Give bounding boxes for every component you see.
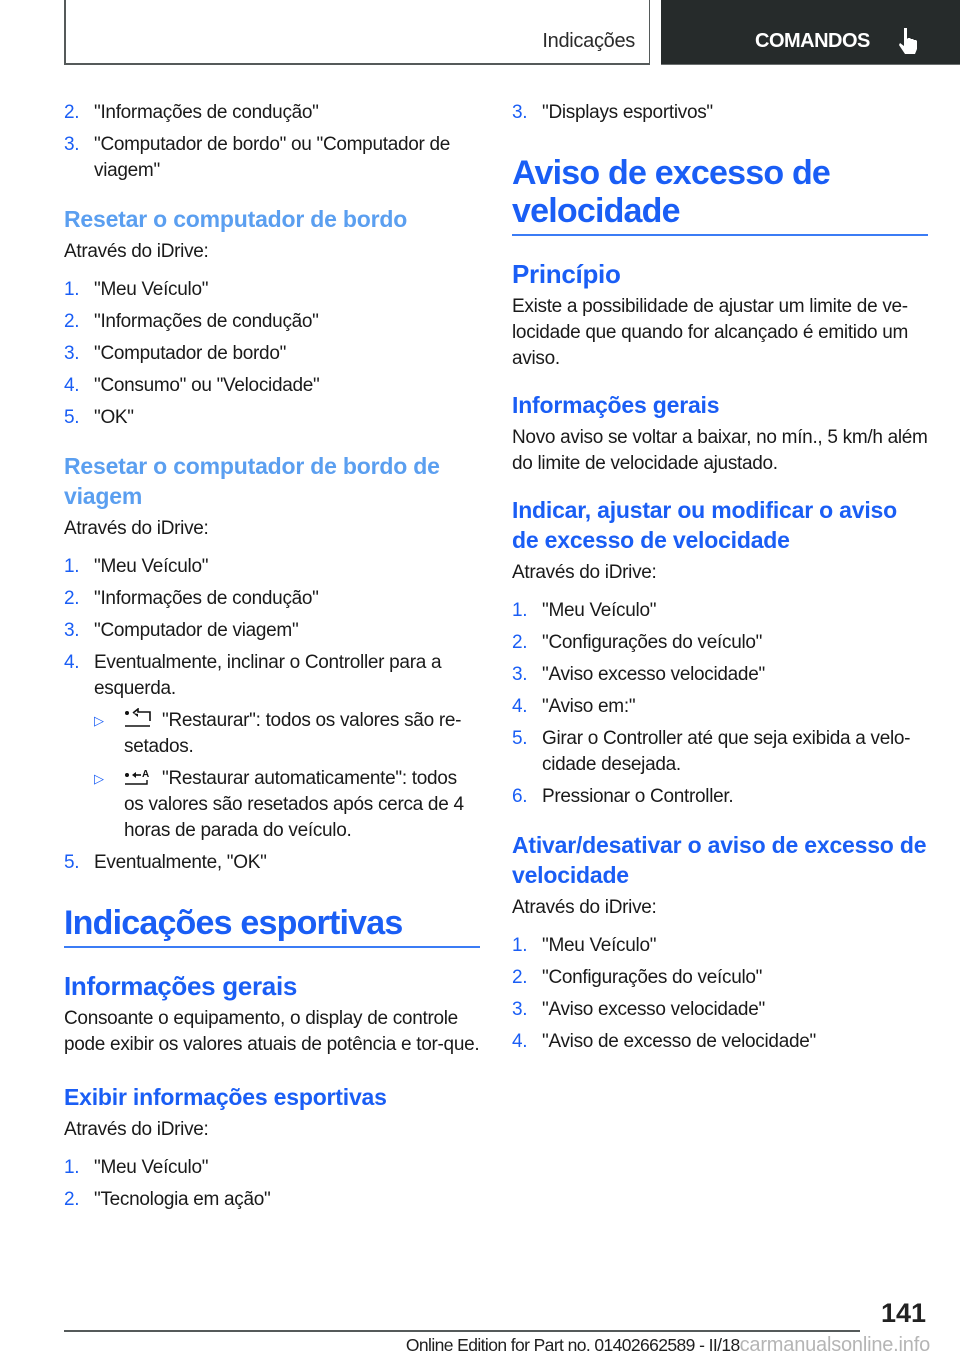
list-item: 2. "Configurações do veículo": [512, 632, 763, 653]
section-title-speed-warning: Aviso de excesso de velocidade: [512, 154, 928, 236]
paragraph: Consoante o equipamento, o display de controle pode exibir os valores atuais de potência e tor-que.: [64, 1008, 480, 1055]
chapter-tab: [661, 0, 960, 65]
list-item: 3. "Computador de viagem": [64, 620, 299, 641]
list-item: ▷ "Restaurar": todos os valores são re-setados.: [94, 710, 462, 757]
left-column: [64, 100, 480, 1219]
right-column: [512, 100, 928, 1061]
heading-general-info: Informações gerais: [512, 392, 720, 418]
intro-text: Através do iDrive:: [512, 562, 657, 583]
list-item: 4. Eventualmente, inclinar o Controller para a esquerda. ▷ "Restaurar": todos os valores são re-setados. ▷ A "Restaurar automaticamente": todos os valores são resetados após cerca de 4 horas de parada do veículo.: [64, 650, 480, 844]
list-item: 3. "Aviso excesso velocidade": [512, 999, 765, 1020]
chapter-title: COMANDOS: [755, 30, 870, 52]
show-sport-steps: [64, 1155, 480, 1213]
auto-reset-icon: [124, 766, 154, 786]
list-item: ▷ A "Restaurar automaticamente": todos os valores são resetados após cerca de 4 horas de parada do veículo.: [94, 768, 464, 841]
footer: [0, 1334, 960, 1357]
set-warning-steps: [512, 598, 928, 810]
watermark: carmanualsonline.info: [739, 1334, 930, 1356]
paragraph: Novo aviso se voltar a baixar, no mín., 5 km/h além do limite de velocidade ajustado.: [512, 427, 928, 474]
toggle-warning-steps: [512, 933, 928, 1055]
heading-toggle-warning: Ativar/desativar o aviso de excesso de velocidade: [512, 832, 927, 888]
list-item: 1. "Meu Veículo": [512, 935, 657, 956]
page-number: 141: [880, 1298, 926, 1328]
intro-text: Através do iDrive:: [512, 897, 657, 918]
section-title: Indicações: [542, 30, 635, 52]
bullet-triangle-icon: ▷: [94, 771, 104, 786]
heading-principle: Princípio: [512, 259, 621, 289]
section-tab: [64, 0, 650, 65]
list-item: 4. "Aviso de excesso de velocidade": [512, 1031, 816, 1052]
list-item: 1. "Meu Veículo": [64, 1157, 209, 1178]
list-item: 5. Girar o Controller até que seja exibida a velo-cidade desejada.: [512, 728, 911, 775]
paragraph: Existe a possibilidade de ajustar um limite de ve-locidade que quando for alcançado é emitido um aviso.: [512, 296, 909, 369]
edition-text: Online Edition for Part no. 01402662589 - II/18: [405, 1335, 740, 1355]
hand-pointer-icon: [896, 26, 920, 56]
intro-text: Através do iDrive:: [64, 518, 209, 539]
section-title-sport: Indicações esportivas: [64, 904, 480, 948]
list-item: 1. "Meu Veículo": [64, 279, 209, 300]
list-item: 6. Pressionar o Controller.: [512, 786, 734, 807]
list-item: 3. "Computador de bordo" ou "Computador de viagem": [64, 134, 451, 181]
footer-divider: [64, 1330, 860, 1332]
list-item: 2. "Informações de condução": [64, 588, 319, 609]
list-item: 2. "Informações de condução": [64, 102, 319, 123]
heading-show-sport: Exibir informações esportivas: [64, 1084, 387, 1110]
list-item: 4. "Aviso em:": [512, 696, 636, 717]
list-item: 2. "Configurações do veículo": [512, 967, 763, 988]
continued-step-list: [64, 100, 480, 184]
list-item: 5. "OK": [64, 407, 134, 428]
list-item: 5. Eventualmente, "OK": [64, 852, 267, 873]
continued-step-list: [512, 100, 928, 126]
heading-general-info: Informações gerais: [64, 971, 298, 1001]
reset-trip-steps: [64, 554, 480, 876]
bullet-triangle-icon: ▷: [94, 713, 104, 728]
reset-options-list: [94, 708, 480, 844]
list-item: 2. "Tecnologia em ação": [64, 1189, 271, 1210]
list-item: 3. "Aviso excesso velocidade": [512, 664, 765, 685]
heading-set-warning: Indicar, ajustar ou modificar o aviso de excesso de velocidade: [512, 497, 897, 553]
svg-text:A: A: [142, 769, 149, 780]
reset-icon: [124, 708, 154, 728]
list-item: 1. "Meu Veículo": [512, 600, 657, 621]
intro-text: Através do iDrive:: [64, 241, 209, 262]
list-item: 2. "Informações de condução": [64, 311, 319, 332]
list-item: 1. "Meu Veículo": [64, 556, 209, 577]
heading-reset-onboard: Resetar o computador de bordo: [64, 206, 408, 232]
list-item: 3. "Displays esportivos": [512, 102, 713, 123]
list-item: 4. "Consumo" ou "Velocidade": [64, 375, 320, 396]
intro-text: Através do iDrive:: [64, 1119, 209, 1140]
heading-reset-trip: Resetar o computador de bordo de viagem: [64, 453, 440, 509]
reset-onboard-steps: [64, 277, 480, 431]
list-item: 3. "Computador de bordo": [64, 343, 287, 364]
